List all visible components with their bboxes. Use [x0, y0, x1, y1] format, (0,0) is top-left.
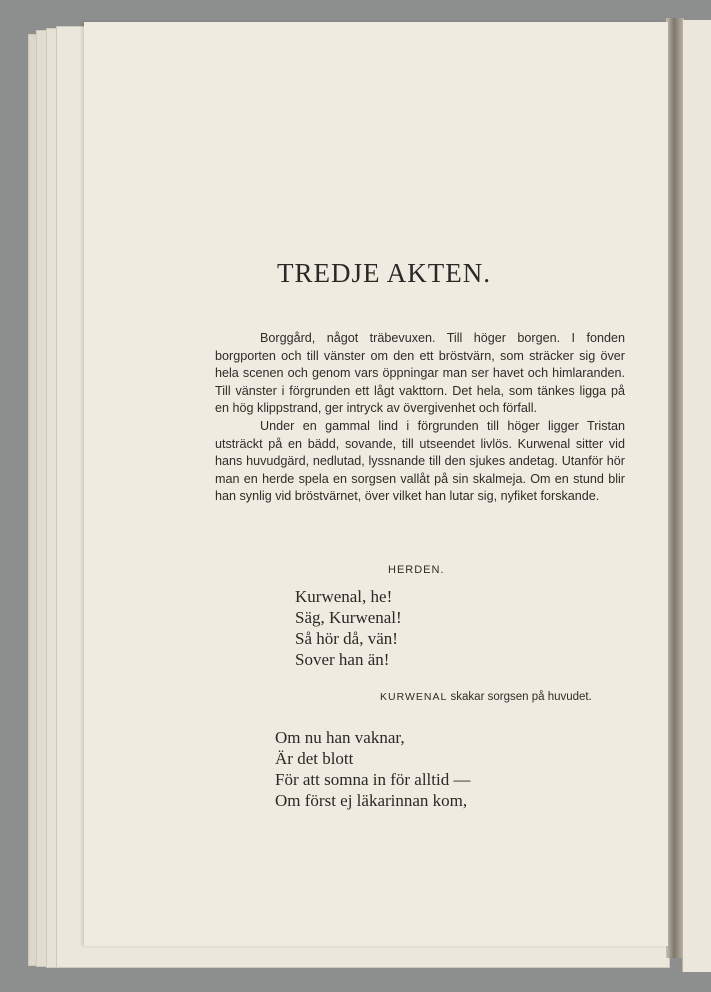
- verse-block-herden: [295, 586, 402, 670]
- verse-line: Kurwenal, he!: [295, 587, 393, 606]
- facing-page-edge: [682, 20, 711, 972]
- act-title: TREDJE AKTEN.: [277, 258, 491, 288]
- verse-line: Säg, Kurwenal!: [295, 608, 402, 627]
- stage-direction-paragraph: Under en gammal lind i förgrunden till höger ligger Tristan utsträckt på en bädd, sovande, till utseendet livlös. Kurwenal sitter vid hans huvudgärd, nedlutad, lyssnande till den sjukes andetag. Utanför hör man en herde spela en sorgsen vallåt på sin skalmeja. Om en stund blir han synlig vid bröstvärnet, över vilket han lutar sig, nyfiket forskande.: [215, 418, 625, 504]
- verse-line: Sover han än!: [295, 650, 390, 669]
- speaker-kurwenal: [380, 688, 626, 706]
- verse-line: Är det blott: [275, 749, 354, 768]
- book-page: [84, 22, 668, 946]
- speaker-direction: skakar sorgsen på huvudet.: [450, 691, 592, 703]
- verse-line: Om nu han vaknar,: [275, 728, 405, 747]
- verse-line: För att somna in för alltid —: [275, 770, 471, 789]
- speaker-herden: HERDEN.: [388, 564, 445, 576]
- verse-line: Om först ej läkarinnan kom,: [275, 791, 468, 810]
- stage-direction-paragraph: Borggård, något träbevuxen. Till höger borgen. I fonden borgporten och till vänster om den ett bröstvärn, som sträcker sig över hela scenen och genom vars öppningar man ser havet och himlaranden. Till vänster i förgrunden ett lågt vakttorn. Det hela, som tänkes ligga på en hög klippstrand, ger intryck av övergivenhet och förfall.: [215, 331, 625, 416]
- stage-directions: [215, 330, 625, 506]
- verse-block-kurwenal: [275, 727, 470, 811]
- verse-line: Så hör då, vän!: [295, 629, 398, 648]
- speaker-name: KURWENAL: [380, 691, 448, 703]
